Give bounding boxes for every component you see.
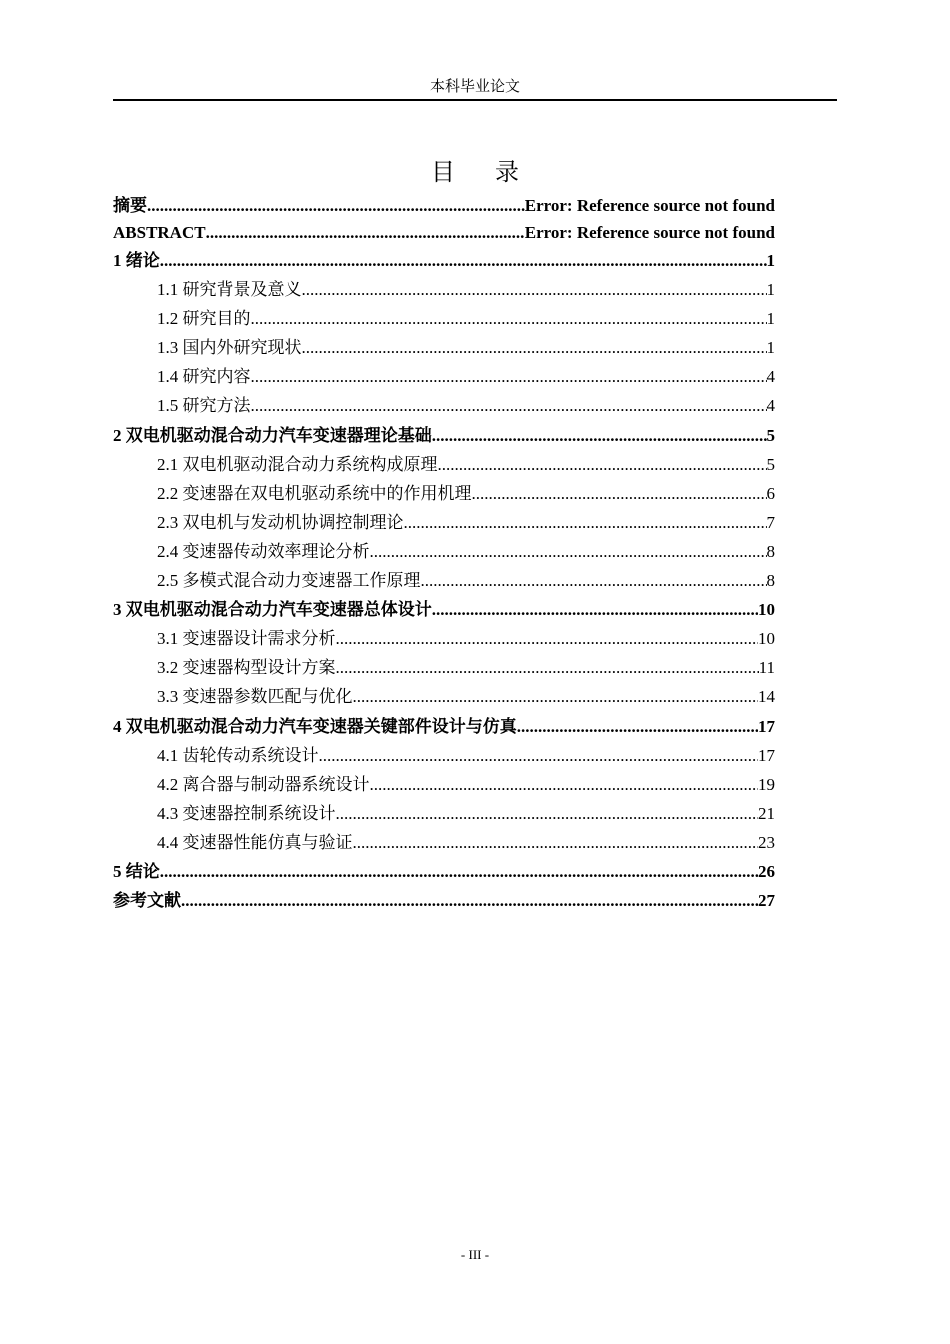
toc-entry[interactable] <box>113 799 775 828</box>
toc-entry[interactable] <box>113 421 775 450</box>
toc-leader-dots <box>336 624 759 653</box>
toc-entry[interactable] <box>113 566 775 595</box>
toc-entry-page: 14 <box>758 687 775 707</box>
toc-entry[interactable] <box>113 192 775 219</box>
toc-entry-label: 4.1 齿轮传动系统设计 <box>157 745 319 765</box>
toc-leader-dots <box>206 219 525 246</box>
toc-entry[interactable] <box>113 391 775 420</box>
toc-entry-page: 11 <box>758 658 775 678</box>
toc-entry-label: 3 双电机驱动混合动力汽车变速器总体设计 <box>113 600 432 620</box>
toc-entry-label: 1.5 研究方法 <box>157 396 251 416</box>
toc-entry-page: 6 <box>766 483 775 503</box>
toc-entry[interactable] <box>113 508 775 537</box>
toc-leader-dots <box>336 653 759 682</box>
toc-entry[interactable] <box>113 537 775 566</box>
toc-leader-dots <box>404 508 767 537</box>
toc-leader-dots <box>432 421 767 450</box>
toc-entry-page: 8 <box>766 541 775 561</box>
toc-entry-page: 5 <box>766 425 775 445</box>
toc-leader-dots <box>319 741 759 770</box>
toc-leader-dots <box>251 391 767 420</box>
toc-entry-page: 17 <box>758 745 775 765</box>
toc-entry-page: 26 <box>758 861 775 881</box>
toc-entry-label: 参考文献 <box>113 891 181 911</box>
toc-leader-dots <box>302 333 767 362</box>
toc-entry-label: ABSTRACT <box>113 223 206 242</box>
toc-entry-label: 1.3 国内外研究现状 <box>157 338 302 358</box>
toc-entry[interactable] <box>113 362 775 391</box>
table-of-contents <box>113 192 775 915</box>
toc-entry-label: 4.3 变速器控制系统设计 <box>157 803 336 823</box>
toc-leader-dots <box>251 362 767 391</box>
toc-entry-label: 3.3 变速器参数匹配与优化 <box>157 687 353 707</box>
toc-leader-dots <box>517 712 758 741</box>
toc-leader-dots <box>353 682 759 711</box>
toc-entry[interactable] <box>113 275 775 304</box>
toc-entry[interactable] <box>113 712 775 741</box>
toc-entry-label: 5 结论 <box>113 861 160 881</box>
toc-entry-page: 4 <box>766 367 775 387</box>
toc-entry-label: 3.1 变速器设计需求分析 <box>157 629 336 649</box>
toc-leader-dots <box>181 886 758 915</box>
toc-entry[interactable] <box>113 857 775 886</box>
toc-entry-label: 1.4 研究内容 <box>157 367 251 387</box>
page-number: - III - <box>460 1247 490 1262</box>
toc-entry-page: 1 <box>766 309 775 329</box>
toc-entry[interactable] <box>113 682 775 711</box>
toc-entry[interactable] <box>113 828 775 857</box>
toc-entry-label: 2.5 多模式混合动力变速器工作原理 <box>157 571 421 591</box>
toc-entry-page: Error: Reference source not found <box>524 196 775 215</box>
toc-entry-page: 7 <box>766 512 775 532</box>
toc-leader-dots <box>472 479 767 508</box>
toc-entry[interactable] <box>113 304 775 333</box>
toc-leader-dots <box>432 595 758 624</box>
toc-entry[interactable] <box>113 479 775 508</box>
toc-leader-dots <box>336 799 759 828</box>
toc-entry[interactable] <box>113 333 775 362</box>
toc-entry-page: 23 <box>758 832 775 852</box>
toc-entry-page: 27 <box>758 891 775 911</box>
toc-entry-label: 4.4 变速器性能仿真与验证 <box>157 832 353 852</box>
toc-title: 目录 <box>431 160 559 186</box>
toc-entry-page: 17 <box>758 716 775 736</box>
toc-entry-label: 2.1 双电机驱动混合动力系统构成原理 <box>157 454 438 474</box>
toc-leader-dots <box>353 828 759 857</box>
toc-entry-label: 2.4 变速器传动效率理论分析 <box>157 541 370 561</box>
toc-entry-label: 1.2 研究目的 <box>157 309 251 329</box>
toc-leader-dots <box>160 246 767 275</box>
toc-entry[interactable] <box>113 624 775 653</box>
toc-entry[interactable] <box>113 770 775 799</box>
toc-entry[interactable] <box>113 246 775 275</box>
toc-leader-dots <box>438 450 767 479</box>
toc-entry-page: 1 <box>766 251 775 270</box>
toc-entry-label: 4.2 离合器与制动器系统设计 <box>157 774 370 794</box>
toc-entry-label: 2.2 变速器在双电机驱动系统中的作用机理 <box>157 483 472 503</box>
toc-entry-label: 4 双电机驱动混合动力汽车变速器关键部件设计与仿真 <box>113 716 517 736</box>
toc-leader-dots <box>370 537 767 566</box>
toc-entry[interactable] <box>113 653 775 682</box>
header-divider <box>113 99 837 101</box>
toc-entry-page: Error: Reference source not found <box>524 223 775 242</box>
toc-entry-page: 10 <box>758 629 775 649</box>
toc-entry-page: 8 <box>766 571 775 591</box>
toc-leader-dots <box>160 857 758 886</box>
toc-entry-label: 3.2 变速器构型设计方案 <box>157 658 336 678</box>
toc-entry-page: 21 <box>758 803 775 823</box>
toc-leader-dots <box>147 192 525 219</box>
toc-entry[interactable] <box>113 595 775 624</box>
running-header: 本科毕业论文 <box>429 79 520 95</box>
toc-entry[interactable] <box>113 219 775 246</box>
toc-entry-page: 1 <box>766 280 775 300</box>
toc-entry-page: 10 <box>758 600 775 620</box>
toc-leader-dots <box>370 770 759 799</box>
toc-entry-label: 2.3 双电机与发动机协调控制理论 <box>157 512 404 532</box>
toc-entry-page: 4 <box>766 396 775 416</box>
toc-entry-page: 5 <box>766 454 775 474</box>
toc-entry[interactable] <box>113 450 775 479</box>
toc-entry[interactable] <box>113 741 775 770</box>
toc-entry[interactable] <box>113 886 775 915</box>
toc-leader-dots <box>421 566 767 595</box>
toc-entry-label: 1.1 研究背景及意义 <box>157 280 302 300</box>
toc-entry-page: 1 <box>766 338 775 358</box>
toc-entry-page: 19 <box>758 774 775 794</box>
toc-entry-label: 2 双电机驱动混合动力汽车变速器理论基础 <box>113 425 432 445</box>
toc-entry-label: 摘要 <box>113 196 147 215</box>
toc-leader-dots <box>251 304 767 333</box>
toc-leader-dots <box>302 275 767 304</box>
toc-entry-label: 1 绪论 <box>113 251 160 270</box>
